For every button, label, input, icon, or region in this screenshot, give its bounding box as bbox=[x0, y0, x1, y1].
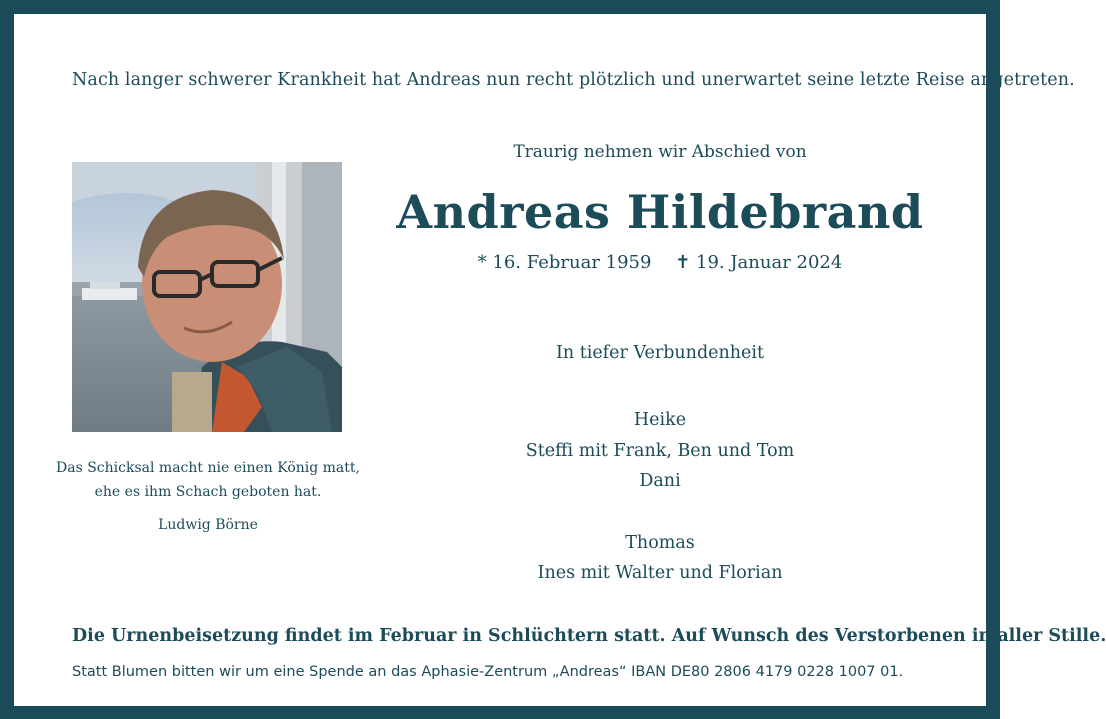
portrait-photo bbox=[72, 162, 342, 432]
mourning-line: Traurig nehmen wir Abschied von bbox=[513, 142, 807, 162]
family-heading: In tiefer Verbundenheit bbox=[555, 343, 765, 363]
death-date: ✝ 19. Januar 2024 bbox=[675, 252, 843, 273]
quote-line-2: ehe es ihm Schach geboten hat. bbox=[94, 484, 322, 500]
mourner: Steffi mit Frank, Ben und Tom bbox=[525, 440, 795, 461]
mourner: Heike bbox=[633, 410, 687, 430]
burial-notice: Die Urnenbeisetzung findet im Februar in Schlüchtern statt. Auf Wunsch des Verstorbenen in aller Stille. bbox=[72, 626, 1106, 646]
life-dates bbox=[460, 252, 860, 273]
mourner: Thomas bbox=[625, 532, 695, 553]
deceased-name: Andreas Hildebrand bbox=[396, 185, 924, 239]
quote-author: Ludwig Börne bbox=[158, 517, 258, 533]
mourners-list bbox=[460, 405, 860, 589]
quote bbox=[40, 456, 376, 504]
mourner-spacer bbox=[460, 497, 860, 528]
intro-text: Nach langer schwerer Krankheit hat Andreas nun recht plötzlich und unerwartet seine letzte Reise angetreten. bbox=[72, 70, 1075, 90]
mourner: Dani bbox=[639, 471, 681, 491]
quote-line-1: Das Schicksal macht nie einen König matt, bbox=[56, 460, 360, 476]
birth-date: * 16. Februar 1959 bbox=[477, 252, 652, 273]
donation-notice: Statt Blumen bitten wir um eine Spende an das Aphasie-Zentrum „Andreas“ IBAN DE80 2806 4179 0228 1007 01. bbox=[72, 664, 904, 680]
mourner: Ines mit Walter und Florian bbox=[537, 563, 783, 583]
